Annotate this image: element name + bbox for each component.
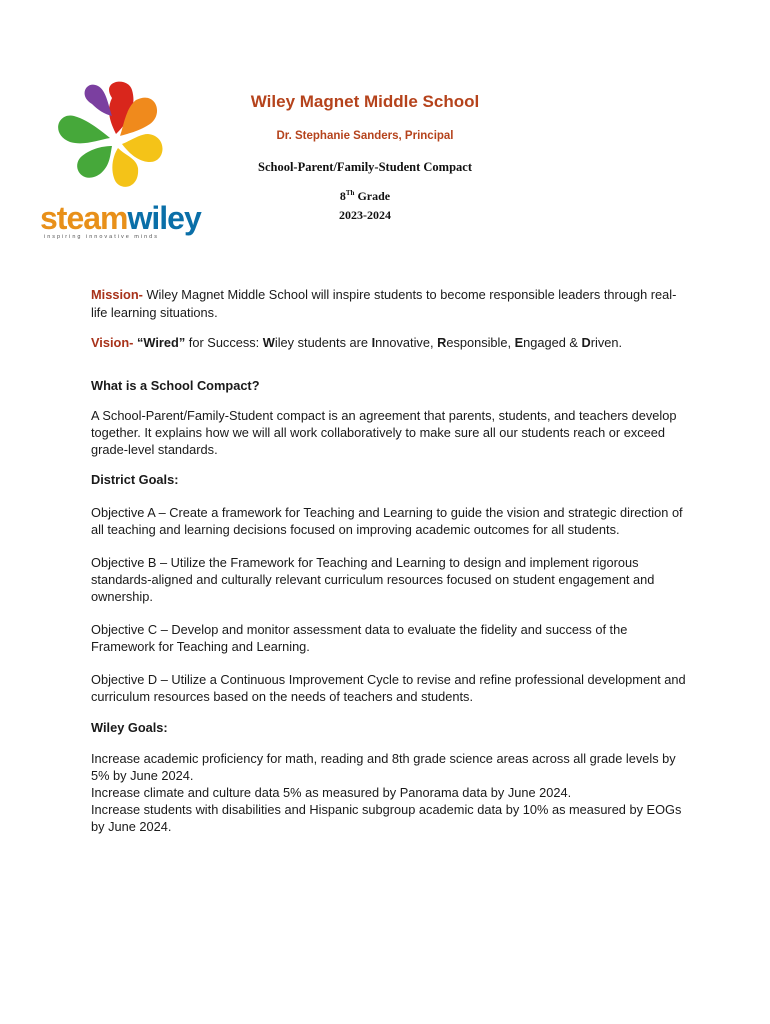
wiley-goals-heading: Wiley Goals:: [91, 720, 168, 735]
school-year: 2023-2024: [339, 208, 391, 222]
logo-tagline: inspiring innovative minds: [44, 234, 159, 240]
grade-level: [215, 189, 515, 204]
mission-label: Mission-: [91, 287, 143, 302]
logo-word-wiley: wiley: [127, 200, 201, 236]
vision-text: for Success:: [185, 335, 263, 350]
star-swirl-icon: [40, 78, 190, 202]
logo-wordmark: [40, 200, 201, 236]
wiley-goal: Increase academic proficiency for math, reading and 8th grade science areas across all grade levels by 5% by June 2024.: [91, 751, 676, 783]
mission-statement: [91, 286, 691, 322]
vision-letter-d: D: [581, 335, 591, 350]
compact-title: School-Parent/Family-Student Compact: [258, 160, 472, 174]
wiley-goal: Increase climate and culture data 5% as measured by Panorama data by June 2024.: [91, 785, 572, 800]
vision-text-r: esponsible,: [446, 335, 515, 350]
vision-text-e: ngaged &: [523, 335, 582, 350]
logo-word-steam: steam: [40, 200, 128, 236]
compact-definition: A School-Parent/Family-Student compact is an agreement that parents, students, and teachers develop together. It explains how we will all work collaboratively to make sure all our students reach or exceed grade-level standards.: [91, 408, 677, 457]
objective-c: Objective C – Develop and monitor assessment data to evaluate the fidelity and success of the Framework for Teaching and Learning.: [91, 622, 628, 654]
vision-label: Vision-: [91, 335, 134, 350]
vision-letter-w: W: [262, 335, 275, 350]
principal-name: Dr. Stephanie Sanders, Principal: [276, 130, 454, 142]
compact-question-heading: What is a School Compact?: [91, 378, 260, 393]
grade-superscript: Th: [345, 189, 355, 197]
objective-d: Objective D – Utilize a Continuous Improvement Cycle to revise and refine professional development and curriculum resources based on the needs of teachers and students.: [91, 672, 686, 704]
document-header: [215, 92, 515, 223]
objective-a: Objective A – Create a framework for Teaching and Learning to guide the vision and strategic direction of all teaching and learning decisions focused on improving academic outcomes for all students.: [91, 505, 683, 537]
vision-text-w: iley students are: [274, 335, 372, 350]
vision-letter-i: I: [371, 335, 376, 350]
vision-wired: “Wired”: [133, 335, 186, 350]
vision-letter-e: E: [514, 335, 524, 350]
objective-b: Objective B – Utilize the Framework for Teaching and Learning to design and implement rigorous standards-aligned and culturally relevant curriculum resources focused on student engagement and ownership.: [91, 555, 655, 604]
grade-word: Grade: [354, 189, 391, 203]
vision-statement: [91, 334, 691, 351]
vision-text-d: riven.: [590, 335, 623, 350]
vision-letter-r: R: [437, 335, 447, 350]
district-goals-heading: District Goals:: [91, 472, 179, 487]
grade-number: 8: [339, 189, 346, 203]
school-name: Wiley Magnet Middle School: [250, 92, 480, 111]
steamwiley-logo: [40, 78, 201, 240]
document-body: [91, 286, 691, 835]
wiley-goals-list: [91, 750, 691, 835]
mission-text: Wiley Magnet Middle School will inspire students to become responsible leaders through real-life learning situations.: [91, 287, 677, 320]
wiley-goal: Increase students with disabilities and Hispanic subgroup academic data by 10% as measured by EOGs by June 2024.: [91, 802, 682, 834]
vision-text-i: nnovative,: [375, 335, 438, 350]
